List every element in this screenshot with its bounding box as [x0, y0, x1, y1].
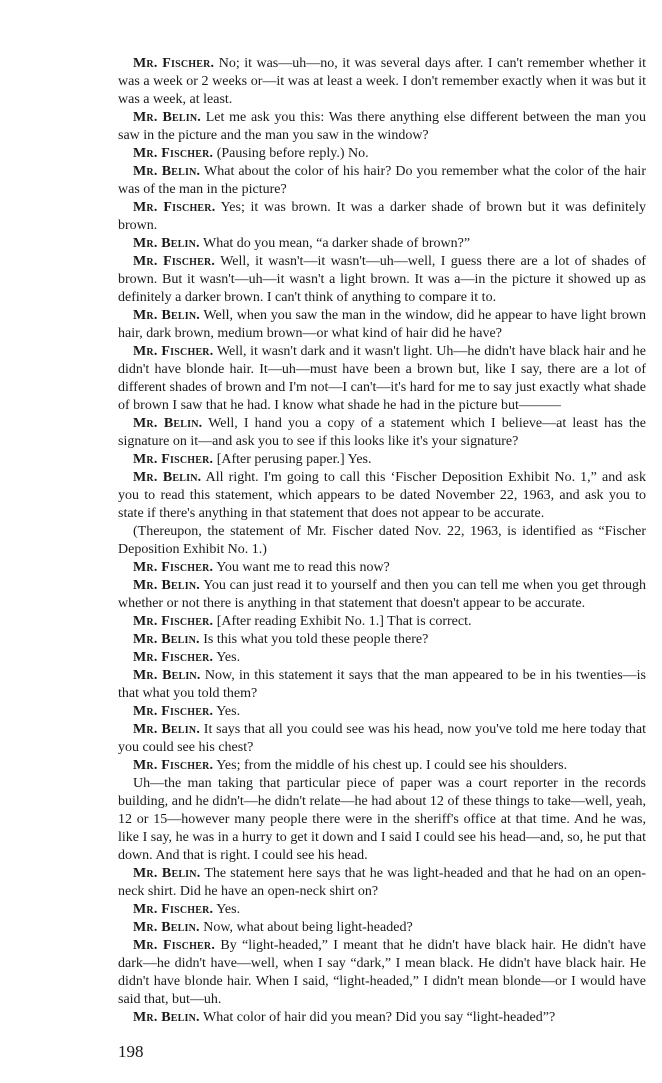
page-content — [118, 0, 646, 1083]
testimony-paragraph — [118, 559, 646, 577]
speaker-name: Mr. Fischer. — [133, 938, 216, 953]
speaker-name: Mr. Belin. — [133, 308, 200, 323]
speaker-name: Mr. Fischer. — [133, 758, 214, 773]
paragraph-text: You want me to read this now? — [213, 560, 390, 575]
testimony-paragraph — [118, 253, 646, 307]
speaker-name: Mr. Fischer. — [133, 452, 214, 467]
testimony-paragraph — [118, 307, 646, 343]
paragraph-text: Yes; it was brown. It was a darker shade of brown but it was definitely brown. — [118, 200, 646, 233]
paragraph-text: You can just read it to yourself and then you can tell me when you get through whether or not there is anything in that statement that doesn't appear to be accurate. — [118, 578, 646, 611]
speaker-name: Mr. Belin. — [133, 866, 201, 881]
speaker-name: Mr. Belin. — [133, 920, 200, 935]
testimony-paragraph — [118, 55, 646, 109]
paragraph-text: The statement here says that he was light-headed and that he had on an open-neck shirt. Did he have an open-neck shirt on? — [118, 866, 646, 899]
testimony-paragraph — [118, 523, 646, 559]
speaker-name: Mr. Belin. — [133, 470, 202, 485]
speaker-name: Mr. Fischer. — [133, 56, 215, 71]
paragraph-text: Well, I hand you a copy of a statement which I believe—at least has the signature on it—and ask you to see if this looks like it's your signature? — [118, 416, 646, 449]
speaker-name: Mr. Belin. — [133, 722, 201, 737]
testimony-paragraph — [118, 631, 646, 649]
testimony-paragraph — [118, 703, 646, 721]
speaker-name: Mr. Fischer. — [133, 614, 214, 629]
paragraph-text: By “light-headed,” I meant that he didn't have black hair. He didn't have dark—he didn't have—well, when I say “dark,” I mean black. He didn't have black hair. He didn't have blonde hair. When I said, “light-headed,” I didn't mean blonde—or I would have said that, but—uh. — [118, 938, 646, 1007]
testimony-paragraph — [118, 667, 646, 703]
speaker-name: Mr. Belin. — [133, 416, 203, 431]
testimony-paragraph — [118, 649, 646, 667]
speaker-name: Mr. Fischer. — [133, 560, 214, 575]
speaker-name: Mr. Belin. — [133, 1010, 200, 1025]
paragraph-text: (Pausing before reply.) No. — [213, 146, 369, 161]
paragraph-text: Uh—the man taking that particular piece of paper was a court reporter in the records building, and he didn't—he didn't relate—he had about 12 of these things to take—well, yeah, 12 or 15—however many people there were in the sheriff's office at that time. And he was, like I say, he was in a hurry to get it down and I said I could see his head—and, so, he put that down. And that is right. I could see his head. — [118, 776, 646, 863]
speaker-name: Mr. Fischer. — [133, 146, 214, 161]
testimony-paragraph — [118, 919, 646, 937]
speaker-name: Mr. Belin. — [133, 632, 200, 647]
speaker-name: Mr. Belin. — [133, 578, 200, 593]
paragraph-text: Let me ask you this: Was there anything else different between the man you saw in the picture and the man you saw in the window? — [118, 110, 646, 143]
paragraph-text: Yes. — [213, 650, 241, 665]
paragraph-text: It says that all you could see was his head, now you've told me here today that you could see his chest? — [118, 722, 646, 755]
paragraph-text: Is this what you told these people there? — [199, 632, 429, 647]
paragraph-text: Now, in this statement it says that the man appeared to be in his twenties—is that what you told them? — [118, 668, 646, 701]
testimony-paragraph — [118, 235, 646, 253]
paragraph-text: No; it was—uh—no, it was several days after. I can't remember whether it was a week or 2 weeks or—it was at least a week. I don't remember exactly when it was but it was a week, at least. — [118, 56, 646, 107]
testimony-paragraph — [118, 199, 646, 235]
paragraph-text: Well, it wasn't—it wasn't—uh—well, I guess there are a lot of shades of brown. But it wasn't—uh—it wasn't a light brown. It was a—in the picture it showed up as definitely a darker brown. I can't think of anything to compare it to. — [118, 254, 646, 305]
speaker-name: Mr. Belin. — [133, 164, 201, 179]
paragraph-text: [After perusing paper.] Yes. — [213, 452, 372, 467]
paragraph-text: Now, what about being light-headed? — [199, 920, 413, 935]
testimony-paragraph — [118, 451, 646, 469]
paragraph-text: What color of hair did you mean? Did you say “light-headed”? — [199, 1010, 556, 1025]
testimony-paragraph — [118, 865, 646, 901]
page-number: 198 — [118, 1042, 144, 1061]
speaker-name: Mr. Belin. — [133, 110, 201, 125]
paragraph-text: All right. I'm going to call this ‘Fischer Deposition Exhibit No. 1,” and ask you to read this statement, which appears to be dated November 22, 1963, and ask you to state if there's anything in that statement that does not appear to be accurate. — [118, 470, 646, 521]
testimony-paragraph — [118, 901, 646, 919]
testimony-paragraph — [118, 577, 646, 613]
paragraph-text: What do you mean, “a darker shade of brown?” — [199, 236, 471, 251]
speaker-name: Mr. Fischer. — [133, 344, 214, 359]
speaker-name: Mr. Fischer. — [133, 704, 214, 719]
testimony-paragraph — [118, 163, 646, 199]
testimony-paragraph — [118, 613, 646, 631]
testimony-paragraph — [118, 469, 646, 523]
speaker-name: Mr. Fischer. — [133, 650, 214, 665]
testimony-paragraph — [118, 343, 646, 415]
testimony-paragraph — [118, 721, 646, 757]
speaker-name: Mr. Fischer. — [133, 200, 216, 215]
paragraph-text: What about the color of his hair? Do you remember what the color of the hair was of the man in the picture? — [118, 164, 646, 197]
speaker-name: Mr. Belin. — [133, 236, 200, 251]
testimony-paragraph — [118, 757, 646, 775]
testimony-paragraph — [118, 415, 646, 451]
speaker-name: Mr. Belin. — [133, 668, 201, 683]
speaker-name: Mr. Fischer. — [133, 254, 216, 269]
testimony-paragraph — [118, 109, 646, 145]
testimony-paragraph — [118, 145, 646, 163]
speaker-name: Mr. Fischer. — [133, 902, 214, 917]
testimony-paragraph — [118, 937, 646, 1009]
paragraph-text: Yes. — [213, 704, 241, 719]
paragraph-text: Well, it wasn't dark and it wasn't light. Uh—he didn't have black hair and he didn't have blonde hair. It—uh—must have been a brown but, like I say, there are a lot of different shades of brown and I'm not—I can't—it's hard for me to say just exactly what shade of brown I saw that he had. I know what shade he had in the picture but——— — [118, 344, 646, 413]
paragraph-text: Yes. — [213, 902, 241, 917]
testimony-paragraph — [118, 775, 646, 865]
paragraph-text: (Thereupon, the statement of Mr. Fischer dated Nov. 22, 1963, is identified as “Fischer Deposition Exhibit No. 1.) — [118, 524, 646, 557]
paragraph-text: [After reading Exhibit No. 1.] That is correct. — [213, 614, 472, 629]
paragraph-text: Yes; from the middle of his chest up. I could see his shoulders. — [213, 758, 568, 773]
testimony-body — [118, 55, 646, 1027]
paragraph-text: Well, when you saw the man in the window, did he appear to have light brown hair, dark brown, medium brown—or what kind of hair did he have? — [118, 308, 646, 341]
testimony-paragraph — [118, 1009, 646, 1027]
